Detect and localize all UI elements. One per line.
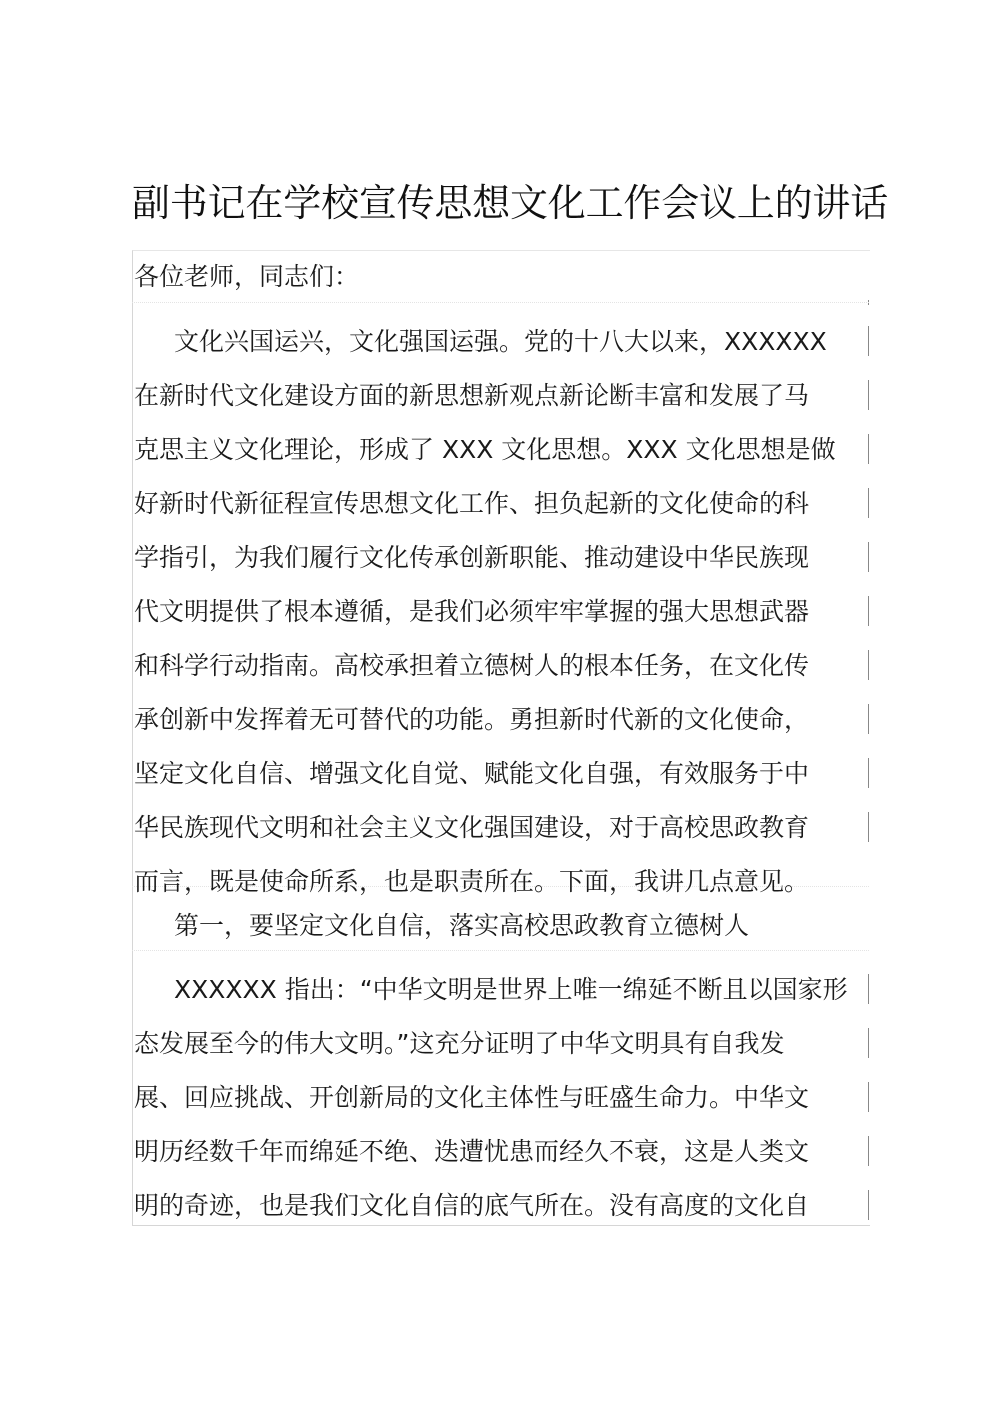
frame-edge-marker — [868, 758, 869, 788]
paragraph-line: 明历经数千年而绵延不绝、迭遭忧患而经久不衰，这是人类文 — [134, 1137, 810, 1166]
section-heading: 第一，要坚定文化自信，落实高校思政教育立德树人 — [174, 911, 750, 940]
paragraph-line: 克思主义文化理论，形成了 XXX 文化思想。XXX 文化思想是做 — [134, 435, 836, 464]
frame-edge-marker — [868, 380, 869, 410]
frame-edge-marker — [868, 596, 869, 626]
document-title: 副书记在学校宣传思想文化工作会议上的讲话 — [132, 181, 889, 225]
paragraph-line: 好新时代新征程宣传思想文化工作、担负起新的文化使命的科 — [134, 489, 810, 518]
salutation: 各位老师，同志们： — [134, 262, 360, 291]
paragraph-line: 学指引，为我们履行文化传承创新职能、推动建设中华民族现 — [134, 543, 810, 572]
paragraph-line: 承创新中发挥着无可替代的功能。勇担新时代新的文化使命， — [134, 705, 810, 734]
paragraph-line: 代文明提供了根本遵循，是我们必须牢牢掌握的强大思想武器 — [134, 597, 810, 626]
frame-edge-marker — [868, 326, 869, 356]
frame-edge-marker — [868, 1136, 869, 1166]
paragraph-line: 在新时代文化建设方面的新思想新观点新论断丰富和发展了马 — [134, 381, 810, 410]
paragraph-line: 展、回应挑战、开创新局的文化主体性与旺盛生命力。中华文 — [134, 1083, 810, 1112]
paragraph-line: 文化兴国运兴，文化强国运强。党的十八大以来，XXXXXX — [174, 327, 827, 356]
frame-edge-marker — [868, 542, 869, 572]
paragraph-line: 坚定文化自信、增强文化自觉、赋能文化自强，有效服务于中 — [134, 759, 810, 788]
paragraph-line: 明的奇迹，也是我们文化自信的底气所在。没有高度的文化自 — [134, 1191, 810, 1220]
paragraph-line: XXXXXX 指出：“中华文明是世界上唯一绵延不断且以国家形 — [174, 975, 848, 1004]
paragraph-line: 华民族现代文明和社会主义文化强国建设，对于高校思政教育 — [134, 813, 810, 842]
frame-edge-marker — [868, 974, 869, 1004]
frame-edge-marker — [868, 650, 869, 680]
frame-edge-marker — [868, 434, 869, 464]
frame-edge-marker — [868, 812, 869, 842]
paragraph-line: 态发展至今的伟大文明。”这充分证明了中华文明具有自我发 — [134, 1029, 785, 1058]
frame-edge-marker — [868, 1082, 869, 1112]
paragraph-line: 而言，既是使命所系，也是职责所在。下面，我讲几点意见。 — [134, 867, 810, 896]
paragraph-line: 和科学行动指南。高校承担着立德树人的根本任务，在文化传 — [134, 651, 810, 680]
frame-edge-marker — [868, 488, 869, 518]
frame-edge-marker — [868, 1190, 869, 1220]
frame-edge-marker — [868, 704, 869, 734]
frame-edge-marker — [868, 1028, 869, 1058]
